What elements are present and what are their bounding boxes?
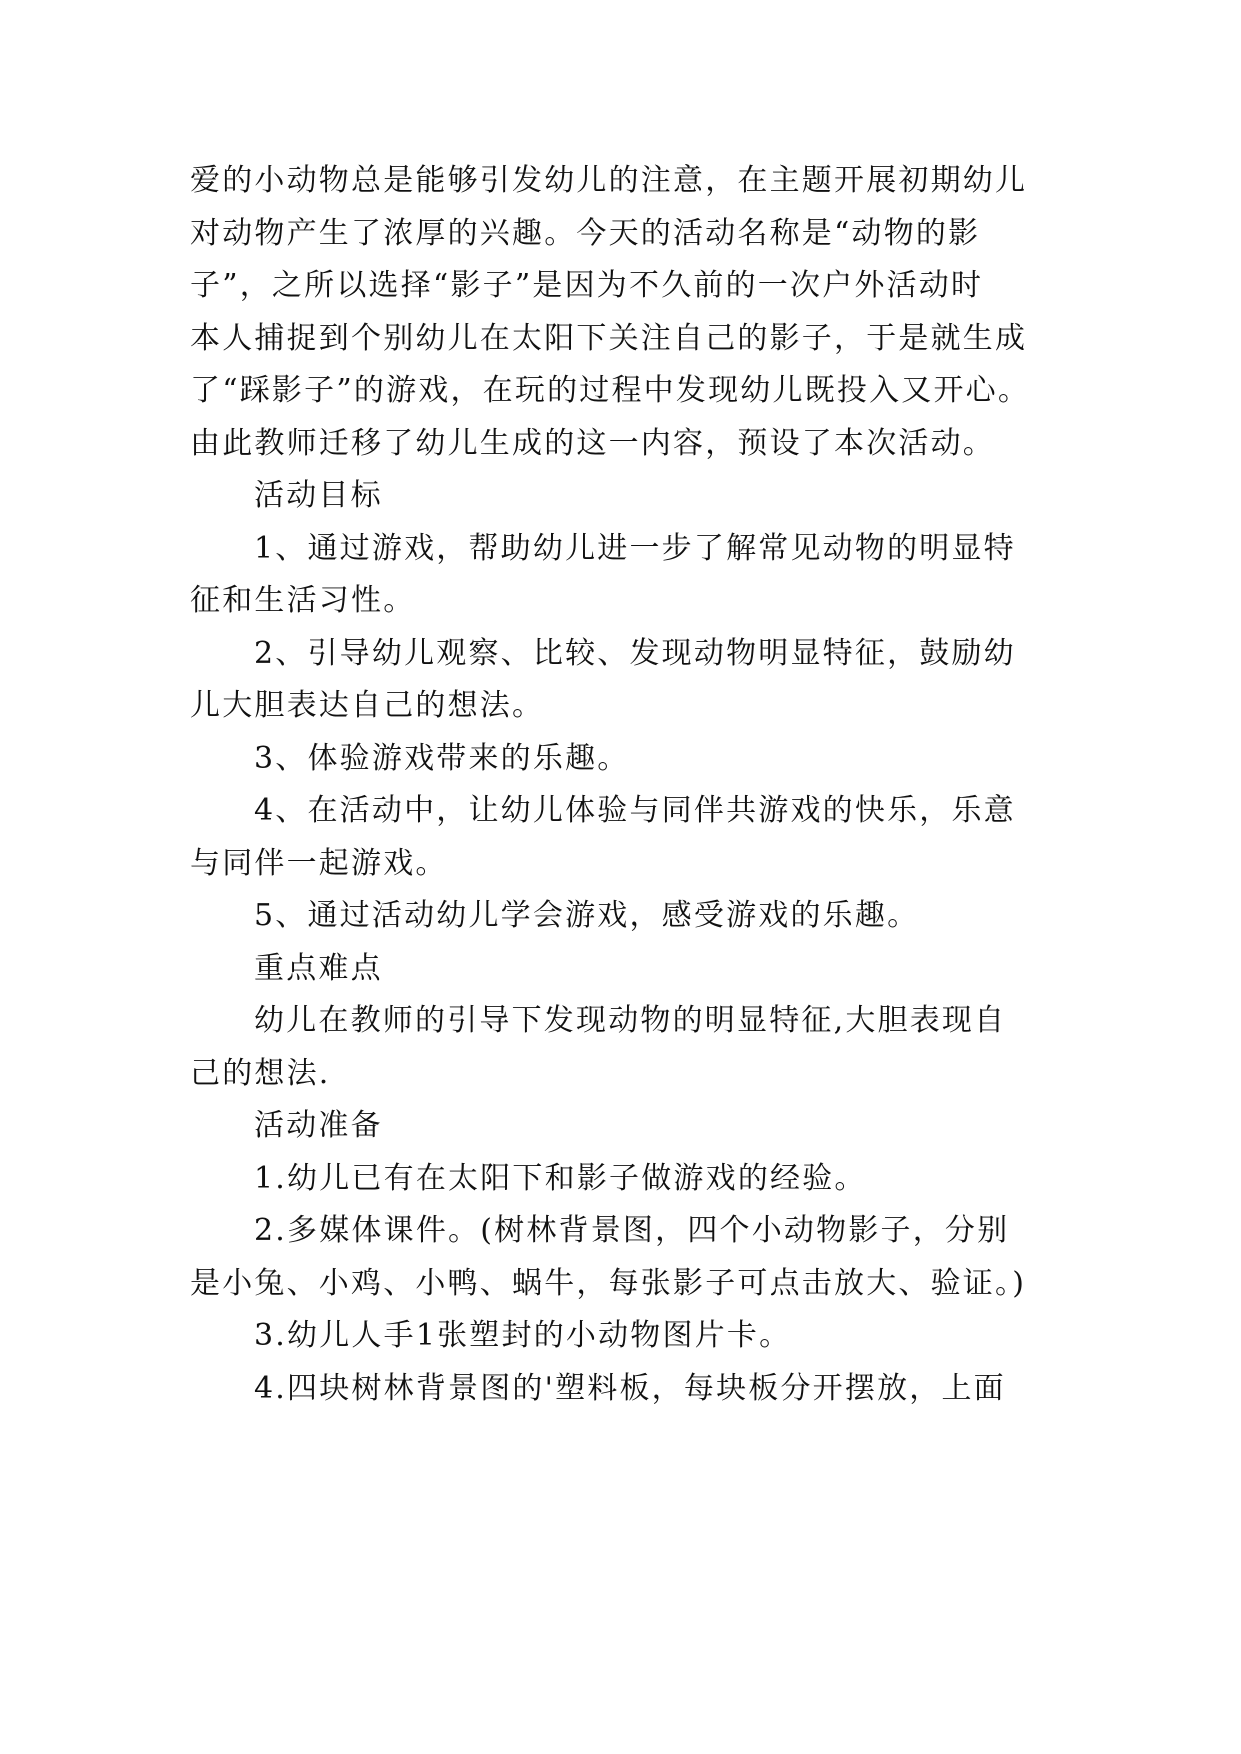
preparation-item: 3.幼儿人手1张塑封的小动物图片卡。	[254, 1318, 792, 1353]
preparation-item: 1.幼儿已有在太阳下和影子做游戏的经验。	[254, 1160, 867, 1196]
goal-item: 5、通过活动幼儿学会游戏，感受游戏的乐趣。	[254, 898, 920, 933]
goal-item: 1、通过游戏，帮助幼儿进一步了解常见动物的明显特	[254, 530, 1016, 566]
goal-item: 2、引导幼儿观察、比较、发现动物明显特征，鼓励幼	[254, 635, 1016, 671]
text-line: 子”，之所以选择“影子”是因为不久前的一次户外活动时	[190, 268, 984, 303]
goal-item: 3、体验游戏带来的乐趣。	[254, 740, 630, 776]
text-line: 是小兔、小鸡、小鸭、蜗牛，每张影子可点击放大、验证。)	[190, 1265, 1027, 1301]
preparation-item: 4.四块树林背景图的'塑料板，每块板分开摆放，上面	[254, 1370, 1006, 1406]
text-line: 征和生活习性。	[190, 583, 416, 618]
key-point-text: 幼儿在教师的引导下发现动物的明显特征,大胆表现自	[254, 1003, 1007, 1038]
document-body	[190, 155, 1070, 1415]
section-heading-preparation: 活动准备	[254, 1108, 383, 1143]
text-line: 本人捕捉到个别幼儿在太阳下关注自己的影子，于是就生成	[190, 320, 1028, 356]
text-line: 对动物产生了浓厚的兴趣。今天的活动名称是“动物的影	[190, 215, 981, 251]
text-line: 与同伴一起游戏。	[190, 845, 448, 881]
preparation-item: 2.多媒体课件。(树林背景图，四个小动物影子，分别	[254, 1213, 1010, 1248]
section-heading-goals: 活动目标	[254, 478, 383, 513]
text-line: 己的想法.	[190, 1055, 331, 1091]
text-line: 了“踩影子”的游戏，在玩的过程中发现幼儿既投入又开心。	[190, 373, 1031, 408]
section-heading-key-points: 重点难点	[254, 950, 383, 986]
text-line: 由此教师迁移了幼儿生成的这一内容，预设了本次活动。	[190, 425, 995, 461]
text-line: 爱的小动物总是能够引发幼儿的注意，在主题开展初期幼儿	[190, 163, 1028, 198]
text-line: 儿大胆表达自己的想法。	[190, 688, 545, 723]
goal-item: 4、在活动中，让幼儿体验与同伴共游戏的快乐，乐意	[254, 793, 1016, 828]
